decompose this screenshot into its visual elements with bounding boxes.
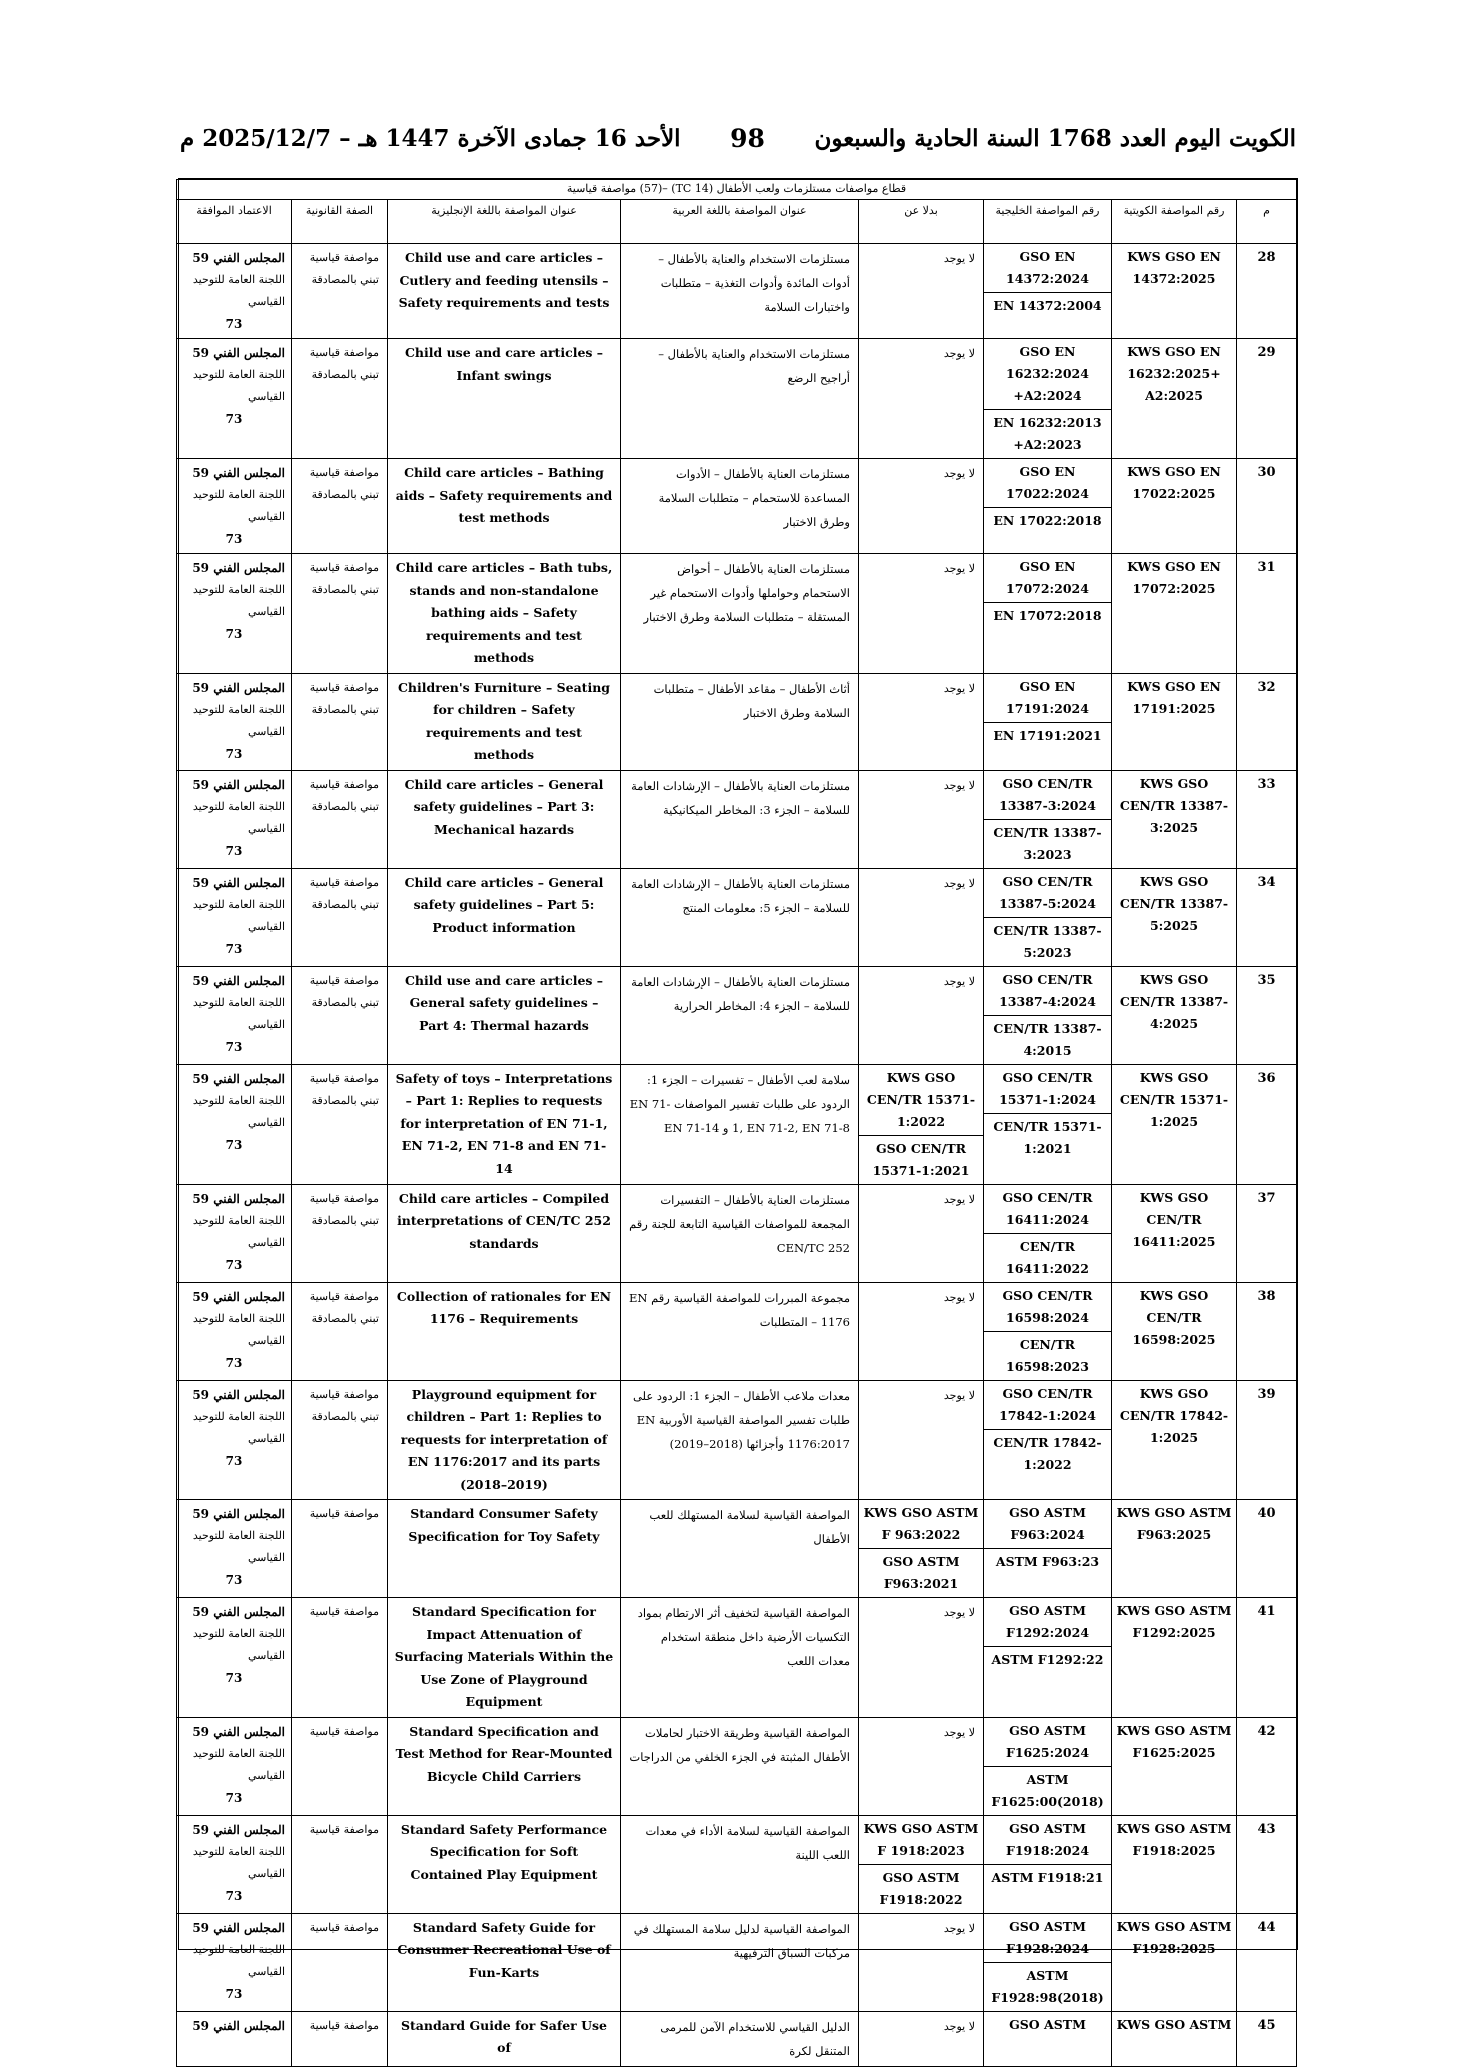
approval-council: المجلس الفني 59 [192, 1724, 285, 1739]
legal-status: مواصفة قياسية [292, 1598, 388, 1718]
legal-status: مواصفة قياسية تبني بالمصادقة [292, 770, 388, 868]
gso-standard-number-line: GSO CEN/TR 16598:2024 [1002, 1287, 1093, 1325]
approval-council: المجلس الفني 59 [192, 777, 285, 792]
approval-committee: اللجنة العامة للتوحيد القياسي [192, 1746, 285, 1782]
replaces-standard-line: GSO ASTM F1918:2022 [859, 1864, 983, 1913]
column-header-approval: الاعتماد الموافقة [177, 200, 292, 244]
gso-standard-number-line: GSO EN 17072:2024 [1006, 559, 1089, 596]
gso-standard-number [984, 459, 1112, 554]
gso-standard-number [984, 1815, 1112, 1913]
row-number: 36 [1237, 1064, 1297, 1184]
kws-standard-number: KWS GSO ASTM F1292:2025 [1112, 1598, 1237, 1718]
replaces-standard: لا يوجد [859, 673, 984, 770]
legal-status: مواصفة قياسية تبني بالمصادقة [292, 554, 388, 674]
replaces-standard: لا يوجد [859, 868, 984, 966]
replaces-standard: لا يوجد [859, 459, 984, 554]
table-row [177, 1184, 1297, 1282]
approval-committee: اللجنة العامة للتوحيد القياسي [192, 1409, 285, 1445]
gso-standard-number [984, 1913, 1112, 2011]
approval-meeting-number: 73 [225, 317, 243, 331]
kws-standard-number: KWS GSO ASTM F1918:2025 [1112, 1815, 1237, 1913]
approval-meeting-number: 73 [225, 1790, 243, 1805]
approval [177, 1598, 292, 1718]
arabic-title: مستلزمات العناية بالأطفال – الإرشادات العامة للسلامة – الجزء 5: معلومات المنتج [621, 868, 859, 966]
approval-meeting-number: 73 [225, 1039, 243, 1054]
english-title: Child care articles – General safety guidelines – Part 5: Product information [388, 868, 621, 966]
legal-status: مواصفة قياسية تبني بالمصادقة [292, 673, 388, 770]
english-title: Safety of toys – Interpretations – Part 1: Replies to requests for interpretation of EN 71-1, EN 71-2, EN 71-8 and EN 71-14 [388, 1064, 621, 1184]
gso-standard-number-line: EN 17191:2021 [984, 722, 1111, 749]
table-row [177, 2011, 1297, 2066]
legal-status: مواصفة قياسية تبني بالمصادقة [292, 966, 388, 1064]
table-row [177, 1282, 1297, 1380]
english-title: Child care articles – General safety guidelines – Part 3: Mechanical hazards [388, 770, 621, 868]
sector-title-row [177, 180, 1297, 200]
gso-standard-number-line: CEN/TR 13387-5:2023 [984, 917, 1111, 966]
replaces-standard-line: KWS GSO ASTM F 963:2022 [863, 1505, 979, 1542]
row-number: 32 [1237, 673, 1297, 770]
arabic-title: أثاث الأطفال – مقاعد الأطفال – متطلبات السلامة وطرق الاختبار [621, 673, 859, 770]
row-number: 45 [1237, 2011, 1297, 2066]
gso-standard-number-line: EN 17072:2018 [984, 602, 1111, 629]
gso-standard-number-line: GSO CEN/TR 16411:2024 [1002, 1189, 1093, 1227]
approval [177, 339, 292, 459]
arabic-title: المواصفة القياسية لتخفيف أثر الارتطام بمواد التكسيات الأرضية داخل منطقة استخدام معدات اللعب [621, 1598, 859, 1718]
approval-meeting-number: 73 [225, 627, 243, 641]
kws-standard-number: KWS GSO EN 17022:2025 [1112, 459, 1237, 554]
gso-standard-number-line: GSO ASTM F1292:2024 [1005, 1603, 1090, 1640]
row-number: 35 [1237, 966, 1297, 1064]
row-number: 43 [1237, 1815, 1297, 1913]
table-row [177, 1064, 1297, 1184]
page-header [180, 118, 1296, 158]
gso-standard-number [984, 1184, 1112, 1282]
arabic-title: المواصفة القياسية وطريقة الاختبار لحاملات الأطفال المثبتة في الجزء الخلفي من الدراجات [621, 1717, 859, 1815]
approval [177, 244, 292, 339]
arabic-title: مستلزمات الاستخدام والعناية بالأطفال – أدوات المائدة وأدوات التغذية – متطلبات واختبارات السلامة [621, 244, 859, 339]
gso-standard-number-line: ASTM F1625:00(2018) [984, 1766, 1111, 1815]
replaces-standard [859, 1815, 984, 1913]
arabic-title: مستلزمات العناية بالأطفال – الأدوات المساعدة للاستحمام – متطلبات السلامة وطرق الاختبار [621, 459, 859, 554]
english-title: Child use and care articles – General safety guidelines – Part 4: Thermal hazards [388, 966, 621, 1064]
gso-standard-number [984, 244, 1112, 339]
approval [177, 1184, 292, 1282]
gso-standard-number-line: ASTM F1918:21 [984, 1864, 1111, 1891]
column-header-num: م [1237, 200, 1297, 244]
replaces-standard: لا يوجد [859, 1913, 984, 2011]
row-number: 39 [1237, 1380, 1297, 1500]
table-row [177, 339, 1297, 459]
row-number: 34 [1237, 868, 1297, 966]
gso-standard-number-line: GSO CEN/TR 13387-3:2024 [999, 775, 1096, 813]
approval-committee: اللجنة العامة للتوحيد القياسي [192, 1844, 285, 1880]
approval [177, 1717, 292, 1815]
table-row [177, 1913, 1297, 2011]
approval-committee: اللجنة العامة للتوحيد القياسي [192, 583, 285, 618]
legal-status: مواصفة قياسية [292, 1500, 388, 1598]
english-title: Playground equipment for children – Part 1: Replies to requests for interpretation of EN 1176:2017 and its parts (2018–2019) [388, 1380, 621, 1500]
column-header-replaces: بدلا عن [859, 200, 984, 244]
replaces-standard: لا يوجد [859, 966, 984, 1064]
column-header-kws: رقم المواصفة الكويتية [1112, 200, 1237, 244]
issue-date: الأحد 16 جمادى الآخرة 1447 هـ – 2025/12/7 م [180, 124, 681, 152]
approval-committee: اللجنة العامة للتوحيد القياسي [192, 1627, 285, 1662]
standards-table [176, 179, 1297, 2067]
legal-status: مواصفة قياسية [292, 1717, 388, 1815]
english-title: Standard Guide for Safer Use of [388, 2011, 621, 2066]
gso-standard-number [984, 966, 1112, 1064]
english-title: Standard Consumer Safety Specification for Toy Safety [388, 1500, 621, 1598]
approval-meeting-number: 73 [225, 1986, 243, 2001]
column-header-legal-status: الصفة القانونية [292, 200, 388, 244]
english-title: Standard Safety Guide for Consumer Recreational Use of Fun-Karts [388, 1913, 621, 2011]
approval-meeting-number: 73 [225, 746, 243, 761]
arabic-title: المواصفة القياسية لدليل سلامة المستهلك في مركبات السباق الترفيهية [621, 1913, 859, 2011]
legal-status: مواصفة قياسية تبني بالمصادقة [292, 1184, 388, 1282]
kws-standard-number: KWS GSO EN 16232:2025+ A2:2025 [1112, 339, 1237, 459]
arabic-title: مستلزمات العناية بالأطفال – التفسيرات المجمعة للمواصفات القياسية التابعة للجنة رقم CEN/TC 252 [621, 1184, 859, 1282]
approval-meeting-number: 73 [225, 1355, 243, 1370]
legal-status: مواصفة قياسية تبني بالمصادقة [292, 459, 388, 554]
gso-standard-number-line: ASTM F1292:22 [984, 1646, 1111, 1673]
legal-status: مواصفة قياسية تبني بالمصادقة [292, 868, 388, 966]
column-header-row [177, 200, 1297, 244]
approval-committee: اللجنة العامة للتوحيد القياسي [192, 1213, 285, 1249]
replaces-standard [859, 1064, 984, 1184]
replaces-standard: لا يوجد [859, 1184, 984, 1282]
legal-status: مواصفة قياسية تبني بالمصادقة [292, 339, 388, 459]
standards-table-container [178, 178, 1298, 2058]
approval-council: المجلس الفني 59 [192, 1387, 285, 1402]
gso-standard-number-line: GSO EN 14372:2024 [1006, 249, 1089, 286]
gso-standard-number-line: CEN/TR 16411:2022 [984, 1233, 1111, 1282]
approval-committee: اللجنة العامة للتوحيد القياسي [192, 702, 285, 738]
column-header-arabic-title: عنوان المواصفة باللغة العربية [621, 200, 859, 244]
kws-standard-number: KWS GSO CEN/TR 16411:2025 [1112, 1184, 1237, 1282]
approval-committee: اللجنة العامة للتوحيد القياسي [192, 273, 285, 308]
replaces-standard: لا يوجد [859, 770, 984, 868]
legal-status: مواصفة قياسية تبني بالمصادقة [292, 1380, 388, 1500]
replaces-standard-line: GSO ASTM F963:2021 [859, 1548, 983, 1597]
table-row [177, 673, 1297, 770]
approval [177, 1282, 292, 1380]
approval-council: المجلس الفني 59 [192, 1289, 285, 1304]
approval-council: المجلس الفني 59 [192, 875, 285, 890]
kws-standard-number: KWS GSO EN 17191:2025 [1112, 673, 1237, 770]
row-number: 28 [1237, 244, 1297, 339]
gso-standard-number-line: GSO EN 17191:2024 [1006, 678, 1089, 716]
gso-standard-number-line: CEN/TR 17842-1:2022 [984, 1429, 1111, 1478]
kws-standard-number: KWS GSO ASTM F1625:2025 [1112, 1717, 1237, 1815]
arabic-title: معدات ملاعب الأطفال – الجزء 1: الردود على طلبات تفسير المواصفة القياسية الأوربية EN 1176:2017 وأجزائها (2018–2019) [621, 1380, 859, 1500]
gso-standard-number-line: GSO EN 17022:2024 [1006, 464, 1089, 501]
approval-committee: اللجنة العامة للتوحيد القياسي [192, 897, 285, 933]
approval-committee: اللجنة العامة للتوحيد القياسي [192, 368, 285, 403]
gso-standard-number-line: GSO CEN/TR 13387-5:2024 [999, 873, 1096, 911]
english-title: Child use and care articles – Cutlery and feeding utensils – Safety requirements and tests [388, 244, 621, 339]
gso-standard-number-line: GSO CEN/TR 17842-1:2024 [999, 1385, 1096, 1423]
row-number: 42 [1237, 1717, 1297, 1815]
gso-standard-number-line: EN 16232:2013 +A2:2023 [984, 409, 1111, 458]
gso-standard-number-line: GSO ASTM [1009, 2016, 1086, 2032]
kws-standard-number: KWS GSO CEN/TR 13387-5:2025 [1112, 868, 1237, 966]
approval-meeting-number: 73 [225, 532, 243, 546]
gso-standard-number-line: GSO CEN/TR 15371-1:2024 [999, 1069, 1096, 1107]
gso-standard-number-line: ASTM F963:23 [984, 1548, 1111, 1575]
gso-standard-number [984, 1282, 1112, 1380]
approval [177, 966, 292, 1064]
approval-council: المجلس الفني 59 [192, 466, 285, 480]
gso-standard-number-line: GSO ASTM F1928:2024 [1005, 1918, 1090, 1956]
kws-standard-number: KWS GSO CEN/TR 15371-1:2025 [1112, 1064, 1237, 1184]
arabic-title: مستلزمات العناية بالأطفال – الإرشادات العامة للسلامة – الجزء 3: المخاطر الميكانيكية [621, 770, 859, 868]
table-row [177, 554, 1297, 674]
approval [177, 1380, 292, 1500]
kws-standard-number: KWS GSO CEN/TR 17842-1:2025 [1112, 1380, 1237, 1500]
gso-standard-number [984, 554, 1112, 674]
approval-committee: اللجنة العامة للتوحيد القياسي [192, 1311, 285, 1347]
approval-meeting-number: 73 [225, 412, 243, 426]
replaces-standard: لا يوجد [859, 244, 984, 339]
row-number: 44 [1237, 1913, 1297, 2011]
approval-committee: اللجنة العامة للتوحيد القياسي [192, 488, 285, 523]
legal-status: مواصفة قياسية [292, 1815, 388, 1913]
approval-committee: اللجنة العامة للتوحيد القياسي [192, 995, 285, 1031]
gso-standard-number-line: CEN/TR 13387-3:2023 [984, 819, 1111, 868]
gso-standard-number [984, 868, 1112, 966]
approval-meeting-number: 73 [225, 941, 243, 956]
gso-standard-number [984, 1717, 1112, 1815]
gso-standard-number-line: CEN/TR 15371-1:2021 [984, 1113, 1111, 1162]
approval-council: المجلس الفني 59 [192, 1071, 285, 1086]
row-number: 30 [1237, 459, 1297, 554]
table-row [177, 244, 1297, 339]
gso-standard-number [984, 339, 1112, 459]
approval [177, 868, 292, 966]
kws-standard-number: KWS GSO CEN/TR 16598:2025 [1112, 1282, 1237, 1380]
replaces-standard: لا يوجد [859, 339, 984, 459]
approval-council: المجلس الفني 59 [192, 1605, 285, 1619]
legal-status: مواصفة قياسية [292, 1913, 388, 2011]
arabic-title: مجموعة المبررات للمواصفة القياسية رقم EN 1176 – المتطلبات [621, 1282, 859, 1380]
gazette-title: الكويت اليوم العدد 1768 السنة الحادية والسبعون [814, 124, 1296, 152]
replaces-standard: لا يوجد [859, 554, 984, 674]
english-title: Standard Safety Performance Specification for Soft Contained Play Equipment [388, 1815, 621, 1913]
arabic-title: الدليل القياسي للاستخدام الآمن للمرمى المتنقل لكرة [621, 2011, 859, 2066]
row-number: 38 [1237, 1282, 1297, 1380]
approval [177, 459, 292, 554]
approval [177, 554, 292, 674]
arabic-title: المواصفة القياسية لسلامة الأداء في معدات اللعب اللينة [621, 1815, 859, 1913]
english-title: Collection of rationales for EN 1176 – Requirements [388, 1282, 621, 1380]
approval [177, 1500, 292, 1598]
kws-standard-number: KWS GSO ASTM F1928:2025 [1112, 1913, 1237, 2011]
replaces-standard: لا يوجد [859, 1380, 984, 1500]
approval-committee: اللجنة العامة للتوحيد القياسي [192, 1942, 285, 1978]
english-title: Child care articles – Bathing aids – Safety requirements and test methods [388, 459, 621, 554]
legal-status: مواصفة قياسية تبني بالمصادقة [292, 1282, 388, 1380]
row-number: 37 [1237, 1184, 1297, 1282]
sector-title: قطاع مواصفات مستلزمات ولعب الأطفال (TC 14) –(57) مواصفة قياسية [177, 180, 1297, 200]
replaces-standard [859, 1500, 984, 1598]
table-row [177, 1717, 1297, 1815]
approval [177, 1913, 292, 2011]
gso-standard-number [984, 2011, 1112, 2066]
english-title: Child use and care articles – Infant swings [388, 339, 621, 459]
page-number: 98 [730, 123, 765, 153]
approval-meeting-number: 73 [225, 1888, 243, 1903]
approval-council: المجلس الفني 59 [192, 1822, 285, 1837]
replaces-standard: لا يوجد [859, 2011, 984, 2066]
approval-council: المجلس الفني 59 [192, 2018, 285, 2033]
approval-meeting-number: 73 [225, 1137, 243, 1152]
gso-standard-number-line: GSO CEN/TR 13387-4:2024 [999, 971, 1096, 1009]
approval-meeting-number: 73 [225, 1671, 243, 1685]
approval-council: المجلس الفني 59 [192, 561, 285, 575]
arabic-title: سلامة لعب الأطفال – تفسيرات – الجزء 1: الردود على طلبات تفسير المواصفات EN 71-1, EN 71-2, EN 71-8 و EN 71-14 [621, 1064, 859, 1184]
approval-council: المجلس الفني 59 [192, 973, 285, 988]
table-row [177, 770, 1297, 868]
arabic-title: المواصفة القياسية لسلامة المستهلك للعب الأطفال [621, 1500, 859, 1598]
approval [177, 1064, 292, 1184]
table-row [177, 459, 1297, 554]
kws-standard-number: KWS GSO ASTM [1112, 2011, 1237, 2066]
gso-standard-number [984, 1380, 1112, 1500]
approval-council: المجلس الفني 59 [192, 680, 285, 695]
approval-council: المجلس الفني 59 [192, 1920, 285, 1935]
approval-committee: اللجنة العامة للتوحيد القياسي [192, 1529, 285, 1564]
english-title: Children's Furniture – Seating for children – Safety requirements and test methods [388, 673, 621, 770]
kws-standard-number: KWS GSO ASTM F963:2025 [1112, 1500, 1237, 1598]
gso-standard-number-line: GSO ASTM F1625:2024 [1005, 1722, 1090, 1760]
approval-council: المجلس الفني 59 [192, 1191, 285, 1206]
approval-committee: اللجنة العامة للتوحيد القياسي [192, 799, 285, 835]
replaces-standard-line: GSO CEN/TR 15371-1:2021 [859, 1135, 983, 1184]
replaces-standard: لا يوجد [859, 1598, 984, 1718]
approval-council: المجلس الفني 59 [192, 1507, 285, 1521]
approval [177, 1815, 292, 1913]
gso-standard-number-line: ASTM F1928:98(2018) [984, 1962, 1111, 2011]
gso-standard-number-line: CEN/TR 16598:2023 [984, 1331, 1111, 1380]
gso-standard-number [984, 1598, 1112, 1718]
row-number: 40 [1237, 1500, 1297, 1598]
table-row [177, 1598, 1297, 1718]
approval [177, 770, 292, 868]
gso-standard-number [984, 673, 1112, 770]
kws-standard-number: KWS GSO EN 14372:2025 [1112, 244, 1237, 339]
legal-status: مواصفة قياسية تبني بالمصادقة [292, 244, 388, 339]
english-title: Child care articles – Compiled interpretations of CEN/TC 252 standards [388, 1184, 621, 1282]
arabic-title: مستلزمات العناية بالأطفال – الإرشادات العامة للسلامة – الجزء 4: المخاطر الحرارية [621, 966, 859, 1064]
table-row [177, 966, 1297, 1064]
row-number: 31 [1237, 554, 1297, 674]
english-title: Standard Specification for Impact Attenuation of Surfacing Materials Within the Use Zone of Playground Equipment [388, 1598, 621, 1718]
replaces-standard-line: KWS GSO CEN/TR 15371-1:2022 [866, 1069, 976, 1129]
approval-council: المجلس الفني 59 [192, 346, 285, 360]
table-row [177, 1380, 1297, 1500]
row-number: 41 [1237, 1598, 1297, 1718]
gso-standard-number-line: CEN/TR 13387-4:2015 [984, 1015, 1111, 1064]
column-header-english-title: عنوان المواصفة باللغة الإنجليزية [388, 200, 621, 244]
gso-standard-number-line: EN 14372:2004 [984, 292, 1111, 319]
gso-standard-number-line: GSO EN 16232:2024 +A2:2024 [1006, 344, 1089, 403]
arabic-title: مستلزمات العناية بالأطفال – أحواض الاستحمام وحواملها وأدوات الاستحمام غير المستقلة – متطلبات السلامة وطرق الاختبار [621, 554, 859, 674]
column-header-gso: رقم المواصفة الخليجية [984, 200, 1112, 244]
legal-status: مواصفة قياسية [292, 2011, 388, 2066]
legal-status: مواصفة قياسية تبني بالمصادقة [292, 1064, 388, 1184]
replaces-standard-line: KWS GSO ASTM F 1918:2023 [863, 1820, 979, 1858]
gso-standard-number-line: GSO ASTM F963:2024 [1009, 1505, 1086, 1542]
kws-standard-number: KWS GSO CEN/TR 13387-3:2025 [1112, 770, 1237, 868]
table-row [177, 868, 1297, 966]
row-number: 33 [1237, 770, 1297, 868]
approval [177, 673, 292, 770]
kws-standard-number: KWS GSO CEN/TR 13387-4:2025 [1112, 966, 1237, 1064]
approval-meeting-number: 73 [225, 1573, 243, 1587]
english-title: Standard Specification and Test Method for Rear-Mounted Bicycle Child Carriers [388, 1717, 621, 1815]
gso-standard-number-line: EN 17022:2018 [984, 507, 1111, 534]
row-number: 29 [1237, 339, 1297, 459]
gso-standard-number-line: GSO ASTM F1918:2024 [1005, 1820, 1090, 1858]
english-title: Child care articles – Bath tubs, stands and non-standalone bathing aids – Safety requirements and test methods [388, 554, 621, 674]
gso-standard-number [984, 1064, 1112, 1184]
approval-meeting-number: 73 [225, 843, 243, 858]
arabic-title: مستلزمات الاستخدام والعناية بالأطفال – أراجيح الرضع [621, 339, 859, 459]
approval-meeting-number: 73 [225, 1453, 243, 1468]
approval-meeting-number: 73 [225, 1257, 243, 1272]
approval-committee: اللجنة العامة للتوحيد القياسي [192, 1093, 285, 1129]
table-row [177, 1815, 1297, 1913]
gso-standard-number [984, 770, 1112, 868]
kws-standard-number: KWS GSO EN 17072:2025 [1112, 554, 1237, 674]
gso-standard-number [984, 1500, 1112, 1598]
replaces-standard: لا يوجد [859, 1717, 984, 1815]
approval-council: المجلس الفني 59 [192, 251, 285, 265]
table-row [177, 1500, 1297, 1598]
replaces-standard: لا يوجد [859, 1282, 984, 1380]
approval [177, 2011, 292, 2066]
